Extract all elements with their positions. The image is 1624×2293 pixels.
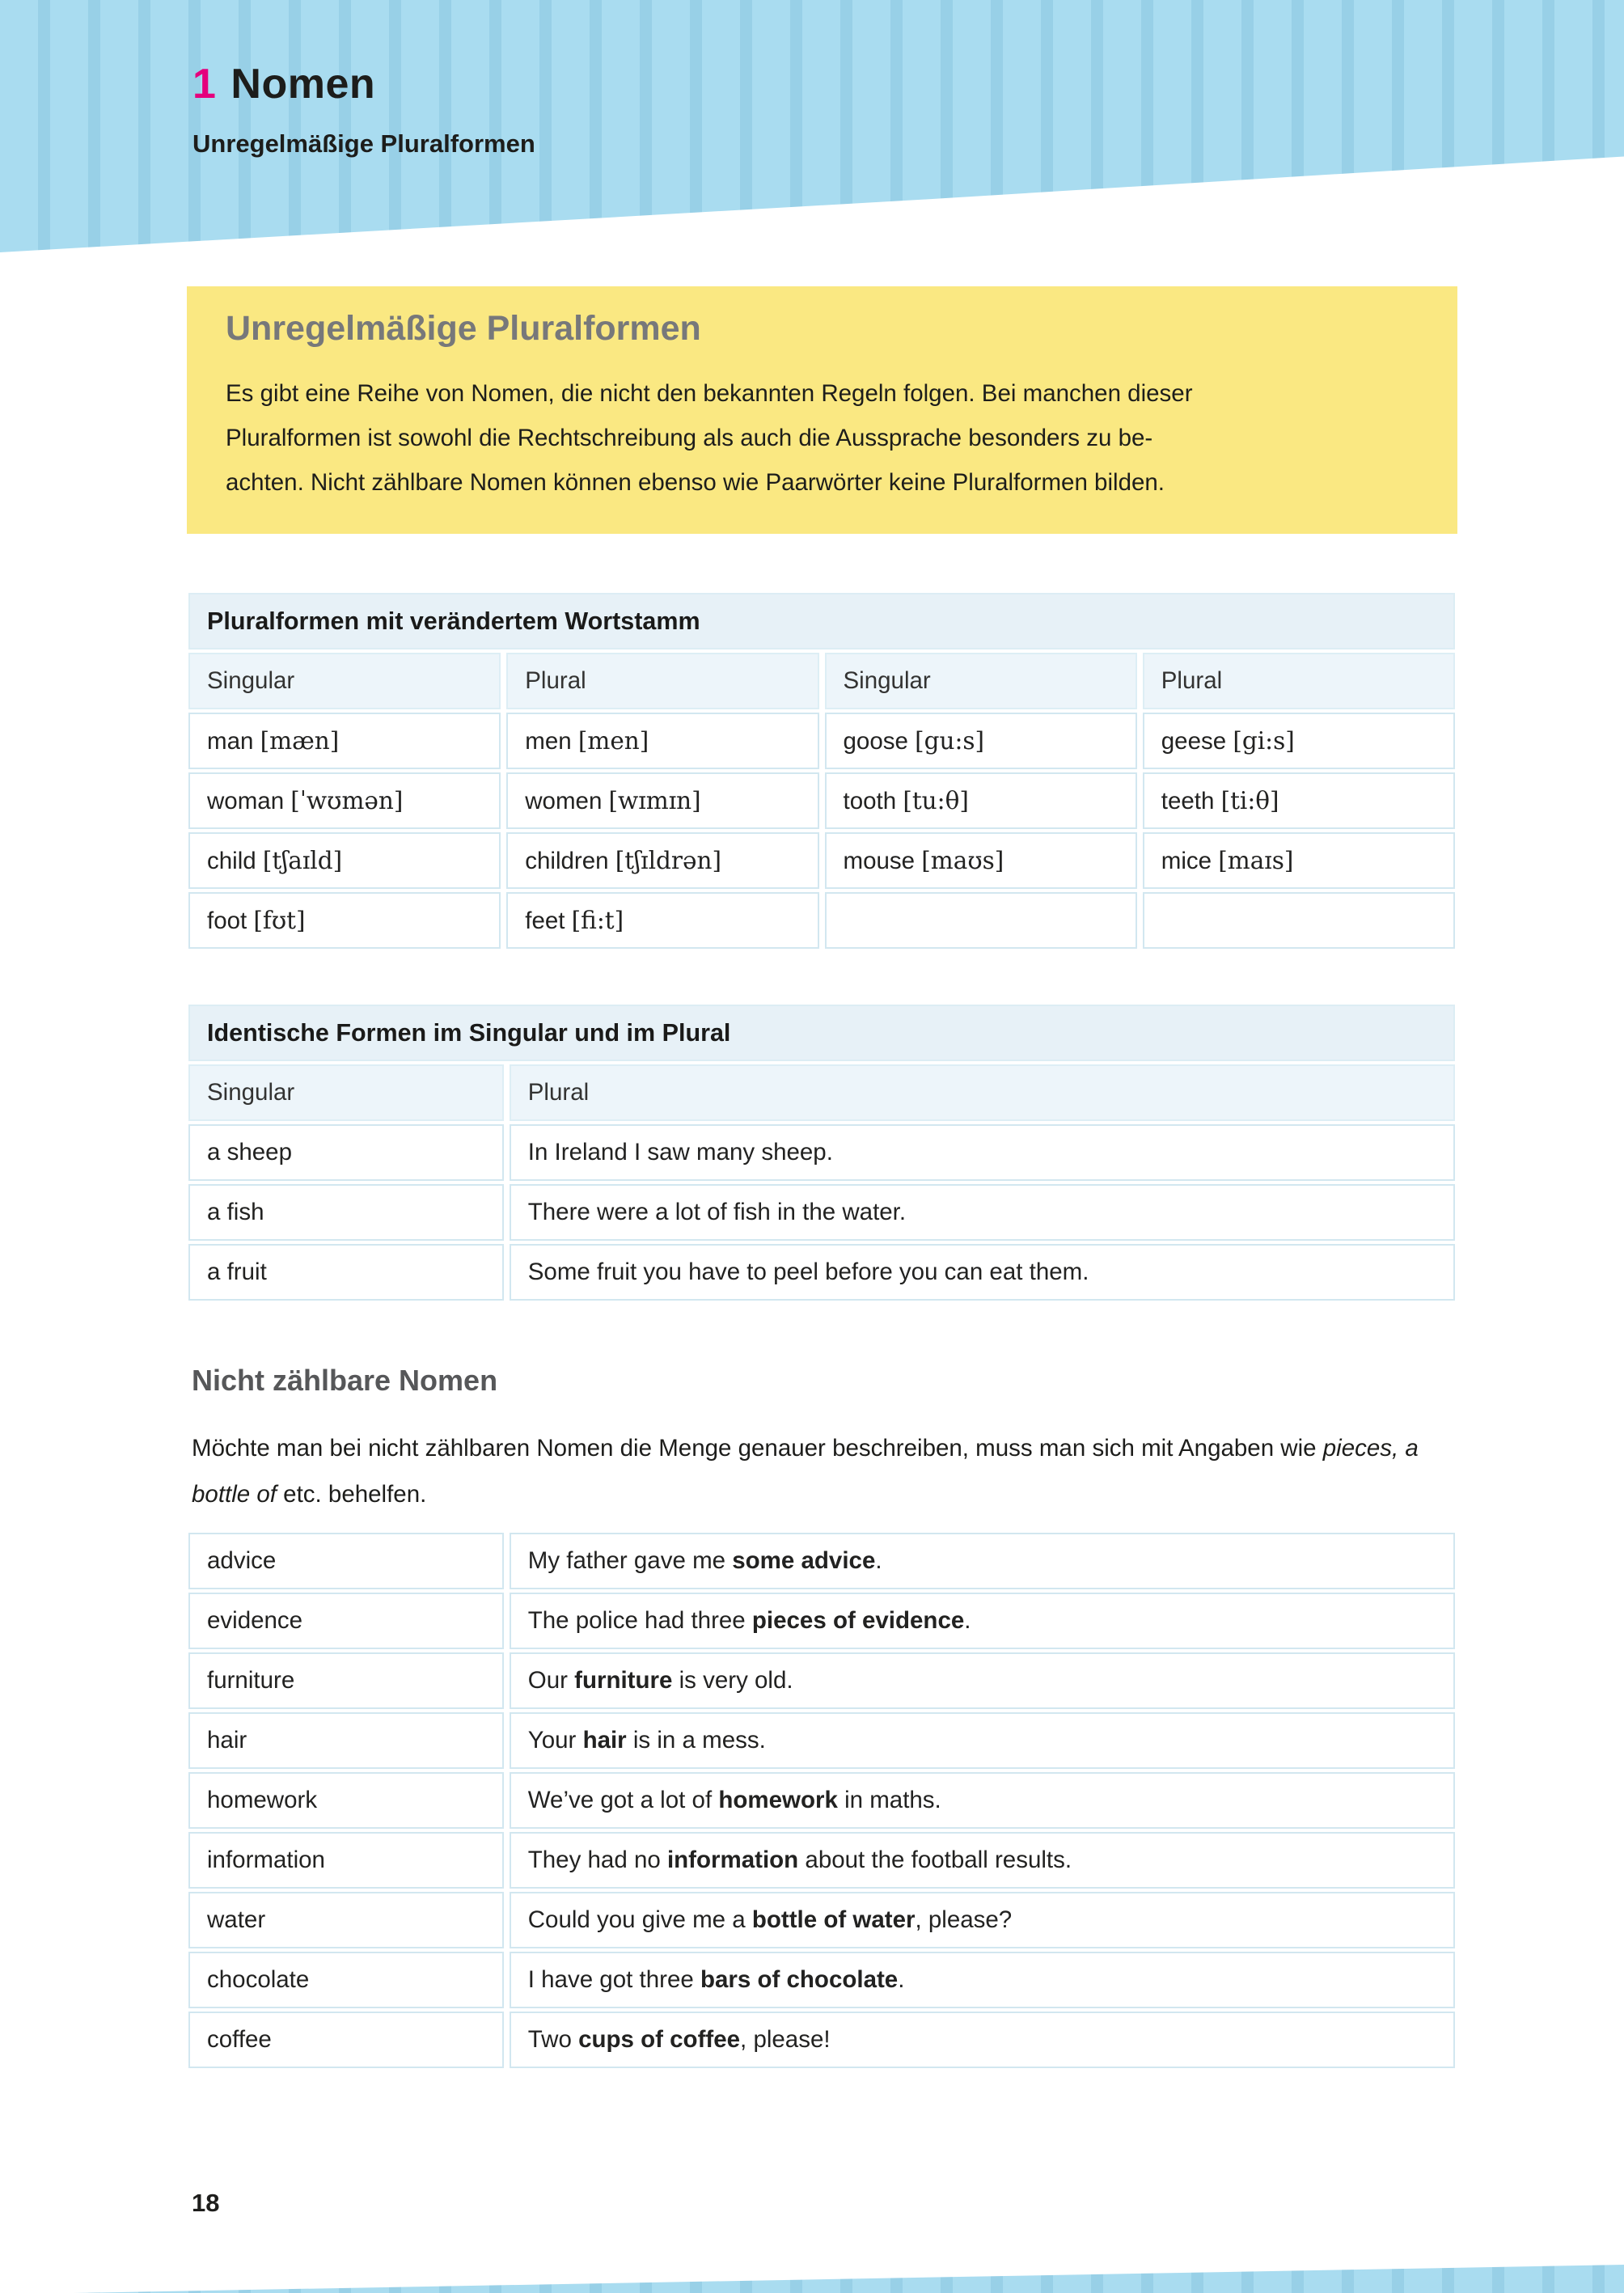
table-cell: Some fruit you have to peel before you can eat them. (510, 1244, 1455, 1301)
text-segment: is in a mess. (626, 1727, 766, 1754)
table-row (188, 1124, 1455, 1181)
text-segment: is very old. (672, 1667, 793, 1694)
text-segment: Could you give me a (527, 1906, 752, 1933)
table-cell (510, 1533, 1455, 1589)
table-body (188, 593, 1455, 949)
table-row (188, 832, 1455, 889)
table-cell: hair (188, 1712, 504, 1769)
table-cell: feet [fi:t] (506, 892, 818, 949)
table-cell: geese [gi:s] (1143, 713, 1455, 769)
table-header-row (188, 1064, 1455, 1121)
table-cell (510, 1652, 1455, 1709)
text-segment: furniture (574, 1667, 673, 1694)
text-segment: . (875, 1547, 882, 1574)
table-row (188, 1593, 1455, 1649)
ipa-text: [men] (577, 726, 649, 755)
table-row (188, 713, 1455, 769)
table-cell: men [men] (506, 713, 818, 769)
table-cell: There were a lot of fish in the water. (510, 1184, 1455, 1241)
text-segment: Your (527, 1727, 583, 1754)
text-segment: bottle of water (751, 1906, 916, 1933)
table-body (188, 1533, 1455, 2068)
text-segment: pieces of evidence (751, 1607, 965, 1634)
table-title-row (188, 1005, 1455, 1061)
table-cell (510, 1593, 1455, 1649)
chapter-number: 1 (192, 61, 217, 108)
ipa-text: [tʃɪldrən] (615, 846, 721, 874)
table-row (188, 1712, 1455, 1769)
table-row (188, 1892, 1455, 1948)
ipa-text: [gi:s] (1233, 726, 1295, 755)
ipa-text: [ˈwʊmən] (290, 786, 404, 814)
table-row (188, 1952, 1455, 2008)
text-segment: Two (527, 2026, 579, 2053)
text-segment: in maths. (837, 1787, 941, 1813)
text-segment: bars of chocolate (700, 1966, 899, 1993)
table-cell (510, 2012, 1455, 2068)
table-title-row (188, 593, 1455, 649)
text-segment: about the football results. (798, 1847, 1072, 1873)
ipa-text: [tu:θ] (903, 786, 969, 814)
text-segment: . (898, 1966, 905, 1993)
identical-forms-table (183, 1001, 1461, 1304)
column-header-cell: Singular (188, 1064, 504, 1121)
data-table (183, 1001, 1461, 1304)
intro-box-text (226, 371, 1419, 505)
data-table (183, 590, 1461, 952)
text-segment: information (666, 1847, 799, 1873)
uncountable-paragraph (192, 1425, 1437, 1517)
table-cell (510, 1712, 1455, 1769)
page-number: 18 (192, 2189, 220, 2217)
ipa-text: [ti:θ] (1220, 786, 1279, 814)
table-cell: homework (188, 1772, 504, 1829)
table-cell: evidence (188, 1593, 504, 1649)
intro-line: Pluralformen ist sowohl die Rechtschreibung als auch die Aussprache besonders zu be- (226, 425, 1153, 451)
stem-change-table (183, 590, 1461, 952)
table-cell: mice [maɪs] (1143, 832, 1455, 889)
header-subtitle: Unregelmäßige Pluralformen (192, 129, 535, 158)
column-header-cell: Singular (188, 653, 501, 709)
text-segment: some advice (732, 1547, 876, 1574)
table-row (188, 1244, 1455, 1301)
ipa-text: [maʊs] (921, 846, 1004, 874)
table-row (188, 772, 1455, 829)
text-segment: Möchte man bei nicht zählbaren Nomen die Menge genauer beschreiben, muss man sich mit Angaben wie (192, 1435, 1323, 1462)
chapter-title: Nomen (230, 61, 376, 108)
column-header-cell: Singular (825, 653, 1137, 709)
text-segment: pieces, a bottle of (192, 1435, 1419, 1508)
uncountable-section-heading: Nicht zählbare Nomen (192, 1364, 498, 1397)
table-cell: a fruit (188, 1244, 504, 1301)
text-segment: hair (582, 1727, 627, 1754)
table-cell: women [wɪmɪn] (506, 772, 818, 829)
table-cell (1143, 892, 1455, 949)
column-header-cell: Plural (1143, 653, 1455, 709)
ipa-text: [fi:t] (571, 906, 624, 934)
intro-box (187, 286, 1457, 534)
text-segment: homework (718, 1787, 838, 1813)
table-cell: a fish (188, 1184, 504, 1241)
table-cell: child [tʃaɪld] (188, 832, 501, 889)
table-cell: coffee (188, 2012, 504, 2068)
text-segment: I have got three (527, 1966, 700, 1993)
ipa-text: [wɪmɪn] (608, 786, 701, 814)
footer-band (0, 2262, 1624, 2293)
table-row (188, 1772, 1455, 1829)
ipa-text: [mæn] (260, 726, 340, 755)
table-cell (510, 1952, 1455, 2008)
text-segment: My father gave me (527, 1547, 733, 1574)
ipa-text: [gu:s] (915, 726, 985, 755)
data-table (183, 1529, 1461, 2071)
intro-line: achten. Nicht zählbare Nomen können ebenso wie Paarwörter keine Pluralformen bilden. (226, 469, 1165, 496)
table-cell: foot [fʊt] (188, 892, 501, 949)
table-cell: information (188, 1832, 504, 1889)
table-row (188, 892, 1455, 949)
text-segment: , please! (740, 2026, 831, 2053)
table-cell (510, 1772, 1455, 1829)
table-cell: woman [ˈwʊmən] (188, 772, 501, 829)
table-row (188, 2012, 1455, 2068)
text-segment: etc. behelfen. (276, 1481, 427, 1508)
table-row (188, 1533, 1455, 1589)
table-cell: furniture (188, 1652, 504, 1709)
table-cell: chocolate (188, 1952, 504, 2008)
intro-line: Es gibt eine Reihe von Nomen, die nicht den bekannten Regeln folgen. Bei manchen dieser (226, 380, 1193, 407)
text-segment: cups of coffee (578, 2026, 741, 2053)
text-segment: , please? (915, 1906, 1013, 1933)
table-cell: water (188, 1892, 504, 1948)
table-title-cell: Pluralformen mit verändertem Wortstamm (188, 593, 1455, 649)
table-cell: man [mæn] (188, 713, 501, 769)
text-segment: The police had three (527, 1607, 752, 1634)
chapter-heading (192, 60, 375, 108)
table-title-cell: Identische Formen im Singular und im Plural (188, 1005, 1455, 1061)
table-row (188, 1652, 1455, 1709)
text-segment: Our (527, 1667, 575, 1694)
table-cell: In Ireland I saw many sheep. (510, 1124, 1455, 1181)
text-segment: . (964, 1607, 971, 1634)
header-band (0, 0, 1624, 252)
table-cell: tooth [tu:θ] (825, 772, 1137, 829)
ipa-text: [maɪs] (1218, 846, 1294, 874)
table-cell: a sheep (188, 1124, 504, 1181)
table-cell: teeth [ti:θ] (1143, 772, 1455, 829)
uncountable-examples-table (183, 1529, 1461, 2071)
text-segment: They had no (527, 1847, 667, 1873)
intro-box-title: Unregelmäßige Pluralformen (226, 309, 701, 348)
column-header-cell: Plural (510, 1064, 1455, 1121)
ipa-text: [tʃaɪld] (262, 846, 343, 874)
table-cell: goose [gu:s] (825, 713, 1137, 769)
table-cell (510, 1892, 1455, 1948)
table-cell (510, 1832, 1455, 1889)
ipa-text: [fʊt] (253, 906, 306, 934)
column-header-cell: Plural (506, 653, 818, 709)
table-row (188, 1832, 1455, 1889)
table-header-row (188, 653, 1455, 709)
table-cell: mouse [maʊs] (825, 832, 1137, 889)
table-cell (825, 892, 1137, 949)
table-row (188, 1184, 1455, 1241)
table-body (188, 1005, 1455, 1301)
table-cell: children [tʃɪldrən] (506, 832, 818, 889)
table-cell: advice (188, 1533, 504, 1589)
text-segment: We’ve got a lot of (527, 1787, 719, 1813)
